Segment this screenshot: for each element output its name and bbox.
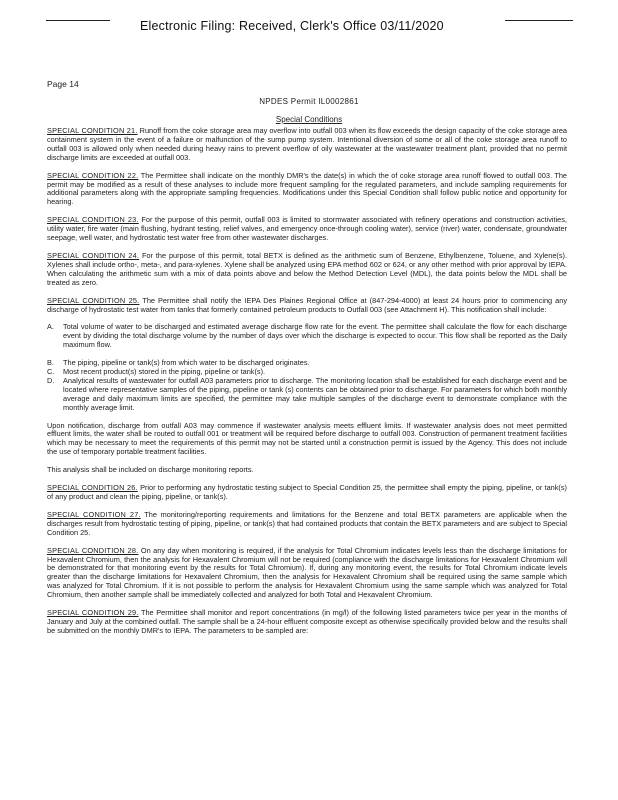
list-label: C. <box>47 367 55 377</box>
special-condition-21 <box>47 127 567 163</box>
list-text: Analytical results of wastewater for outfall A03 parameters prior to discharge. The monitoring location shall be established for each discharge event and be located where representative samples of the piping, pipeline or tank (s) contents can be obtained prior to discharge. For parameters for which both monthly average and daily maximum limits are specified, the permittee may take multiple samples of the discharge event to demonstrate compliance with the monthly average limit. <box>63 375 567 412</box>
condition-text: Runoff from the coke storage area may overflow into outfall 003 when its flow exceeds the design capacity of the coke storage area containment system in the event of a failure or malfunction of the sump pump system. Intentional diversion of some or all of the coke storage area runoff to outfall 003 is allowed only when needed during heavy rains to prevent overflow of oily wastewater at the wastewater treatment plant, provided that no permit discharge limits are exceeded at outfall 003. <box>47 126 567 162</box>
list-label: B. <box>47 358 54 368</box>
special-condition-29 <box>47 609 567 636</box>
condition-text: The Permittee shall notify the IEPA Des Plaines Regional Office at (847-294-4000) at least 24 hours prior to commencing any discharge of hydrostatic test water from tanks that formerly contained petroleum products to Outfall 003 (see Attachment H). This notification shall include: <box>47 295 567 314</box>
special-condition-26 <box>47 484 567 502</box>
document-body <box>47 127 567 636</box>
special-condition-23 <box>47 216 567 243</box>
condition-text: On any day when monitoring is required, if the analysis for Total Chromium indicates levels less than the discharge limitations for Hexavalent Chromium, then the analysis for Hexavalent Chromium will not be required (compliance with the discharge limitations for Hexavalent Chromium will be demonstrated for that monitoring event by the results for Total Chromium). If, during any monitoring event, the results for Total Chromium indicate levels greater than the discharge limitations for Hexavalent Chromium, then the analysis for Hexavalent Chromium shall be required using the same sample which was analyzed for Total Chromium. If it is not possible to perform the analysis for Hexavalent Chromium using the same sample which was analyzed for Total Chromium, then another sample shall be immediately collected and analyzed for both Total and Hexavalent Chromium. <box>47 545 567 600</box>
condition-text: The monitoring/reporting requirements and limitations for the Benzene and total BETX parameters are applicable when the discharges result from hydrostatic testing of piping, pipeline, or tank(s) that had contained products that contain the BETX parameters and are subject to Special Condition 25. <box>47 509 567 537</box>
condition-heading: SPECIAL CONDITION 28. <box>47 545 139 555</box>
page-number: Page 14 <box>47 79 79 89</box>
condition-text: The Permittee shall monitor and report concentrations (in mg/l) of the following listed parameters twice per year in the months of January and July at the combined outfall. The sample shall be a 24-hour effluent composite except as otherwise specifically provided below and the results shall be submitted on the monthly DMR's to IEPA. The parameters to be sampled are: <box>47 608 567 635</box>
condition-heading: SPECIAL CONDITION 22. <box>47 170 139 180</box>
permit-number: NPDES Permit IL0002861 <box>259 97 359 106</box>
condition-heading: SPECIAL CONDITION 23. <box>47 215 139 225</box>
notification-paragraph: Upon notification, discharge from outfall A03 may commence if wastewater analysis meets effluent limits. If wastewater analysis does not meet permitted effluent limits, the water shall be routed to outfall 001 or treatment will be required before discharge to outfall 003. Construction of permanent treatment facilities which may be necessary to meet the requirements of this permit may not be started until a construction permit is issued by the Agency. This does not include the use of temporary portable treatment facilities. <box>47 420 567 457</box>
condition-text: For the purpose of this permit, total BETX is defined as the arithmetic sum of Benzene, Ethylbenzene, Toluene, and Xylene(s). Xylenes shall include ortho-, meta-, and para-xylenes. Xylene shall be analyzed using EPA method 602 or 624, or any other method with prior approval by IEPA. When calculating the arithmetic sum with a mix of data points above and below the Method Detection Level (MDL), the data points below the MDL shall be treated as zero. <box>47 250 568 287</box>
condition-text: Prior to performing any hydrostatic testing subject to Special Condition 25, the permittee shall empty the piping, pipeline, or tank(s) of any product and clean the piping, pipeline, or tank(s). <box>47 483 567 501</box>
condition-heading: SPECIAL CONDITION 21. <box>47 126 138 135</box>
special-condition-22 <box>47 172 567 208</box>
list-label: A. <box>47 322 54 332</box>
special-condition-28 <box>47 547 567 600</box>
special-condition-27 <box>47 511 567 538</box>
condition-heading: SPECIAL CONDITION 29. <box>47 608 139 618</box>
condition-heading: SPECIAL CONDITION 27. <box>47 509 141 519</box>
list-item-a <box>47 323 567 350</box>
header-rule-right <box>505 20 573 21</box>
list-text: The piping, pipeline or tank(s) from which water to be discharged originates. <box>63 358 310 368</box>
condition-heading: SPECIAL CONDITION 25. <box>47 295 140 305</box>
document-header <box>0 0 618 40</box>
condition-heading: SPECIAL CONDITION 24. <box>47 250 140 260</box>
special-condition-24 <box>47 252 567 288</box>
condition-heading: SPECIAL CONDITION 26. <box>47 483 138 493</box>
analysis-paragraph: This analysis shall be included on discharge monitoring reports. <box>47 465 254 475</box>
condition-text: For the purpose of this permit, outfall 003 is limited to stormwater associated with refinery operations and construction activities, utility water, fire water (main flushing, hydrant testing, relief valves, and emergency once-through cooling water), service (river) water, condensate, groundwater seepage, well water, and hydrostatic test water free from other wastewater discharges. <box>47 215 567 243</box>
special-condition-25 <box>47 297 567 315</box>
list-text: Total volume of water to be discharged and estimated average discharge flow rate for the event. The permittee shall calculate the flow for each discharge event by dividing the total discharge volume by the number of days over which the discharge is expected to occur. This flow shall be reported as the Daily maximum flow. <box>63 322 567 350</box>
list-item-d <box>47 377 567 413</box>
condition-text: The Permittee shall indicate on the monthly DMR's the date(s) in which the of coke storage area runoff flowed to outfall 003. The permit may be modified as a result of these analyses to include more frequent sampling for the regulated parameters, and include sampling requirements for additional parameters along with the appropriate sampling frequencies. Modifications under this Special Condition shall follow public notice and opportunity for hearing. <box>47 170 567 207</box>
section-title: Special Conditions <box>275 115 343 124</box>
list-text: Most recent product(s) stored in the piping, pipeline or tank(s). <box>63 367 266 377</box>
list-label: D. <box>47 375 55 385</box>
filing-stamp: Electronic Filing: Received, Clerk's Office 03/11/2020 <box>140 19 444 33</box>
header-rule-left <box>46 20 110 21</box>
